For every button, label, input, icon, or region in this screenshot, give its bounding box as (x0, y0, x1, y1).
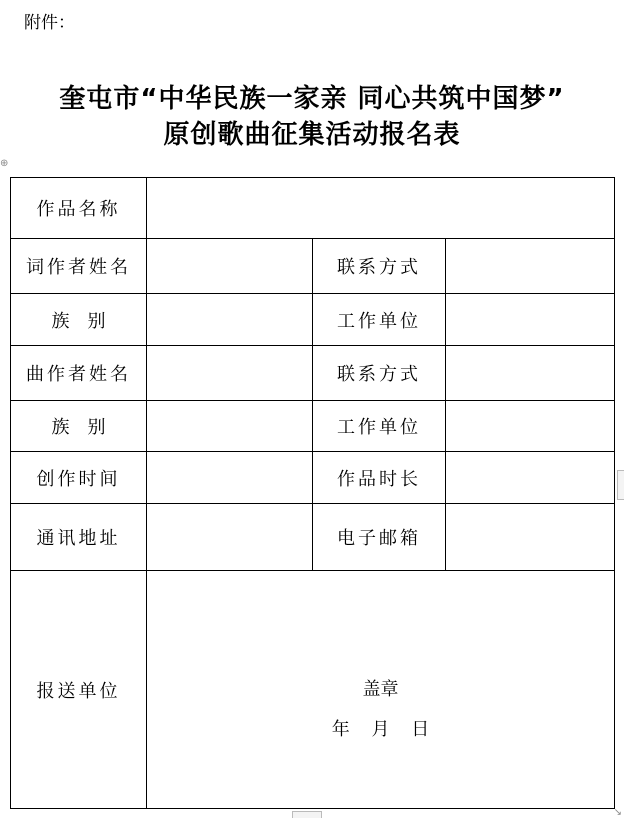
row-composer-details (11, 401, 615, 452)
row-lyricist (11, 239, 615, 294)
date-year-label: 年 (331, 718, 350, 740)
seal-block (147, 670, 614, 750)
email-field[interactable] (446, 504, 615, 571)
row-submitting-unit (11, 571, 615, 809)
lyricist-ethnicity-label: 族别 (11, 294, 147, 346)
row-work-name (11, 178, 615, 239)
address-field[interactable] (147, 504, 313, 571)
registration-form-table (10, 177, 615, 809)
composer-contact-field[interactable] (446, 346, 615, 401)
date-day-label: 日 (411, 718, 430, 740)
row-lyricist-details (11, 294, 615, 346)
composer-contact-label: 联系方式 (313, 346, 446, 401)
resize-corner-icon[interactable]: ↘ (613, 807, 622, 818)
creation-time-field[interactable] (147, 452, 313, 504)
email-label: 电子邮箱 (313, 504, 446, 571)
attachment-label: 附件： (24, 13, 75, 33)
lyricist-name-label: 词作者姓名 (11, 239, 147, 294)
move-handle-icon[interactable]: ⊕ (0, 158, 9, 169)
row-resize-handle[interactable] (292, 811, 322, 818)
lyricist-ethnicity-field[interactable] (147, 294, 313, 346)
work-duration-label: 作品时长 (313, 452, 446, 504)
composer-name-label: 曲作者姓名 (11, 346, 147, 401)
submitting-unit-field[interactable] (147, 571, 615, 809)
lyricist-name-field[interactable] (147, 239, 313, 294)
row-composer (11, 346, 615, 401)
lyricist-contact-field[interactable] (446, 239, 615, 294)
seal-label: 盖章 (362, 678, 399, 700)
form-title-line-2: 原创歌曲征集活动报名表 (163, 120, 461, 150)
composer-ethnicity-field[interactable] (147, 401, 313, 452)
composer-work-unit-field[interactable] (446, 401, 615, 452)
composer-name-field[interactable] (147, 346, 313, 401)
date-month-label: 月 (371, 718, 390, 740)
form-title-line-1: 奎屯市“中华民族一家亲 同心共筑中国梦” (59, 84, 565, 114)
work-duration-field[interactable] (446, 452, 615, 504)
row-contact (11, 504, 615, 571)
creation-time-label: 创作时间 (11, 452, 147, 504)
composer-ethnicity-label: 族别 (11, 401, 147, 452)
submitting-unit-label: 报送单位 (11, 571, 147, 809)
row-creation (11, 452, 615, 504)
address-label: 通讯地址 (11, 504, 147, 571)
work-name-label: 作品名称 (11, 178, 147, 239)
lyricist-work-unit-field[interactable] (446, 294, 615, 346)
column-resize-handle[interactable] (617, 470, 624, 500)
composer-work-unit-label: 工作单位 (313, 401, 446, 452)
lyricist-work-unit-label: 工作单位 (313, 294, 446, 346)
lyricist-contact-label: 联系方式 (313, 239, 446, 294)
date-line (147, 710, 614, 750)
work-name-field[interactable] (147, 178, 615, 239)
